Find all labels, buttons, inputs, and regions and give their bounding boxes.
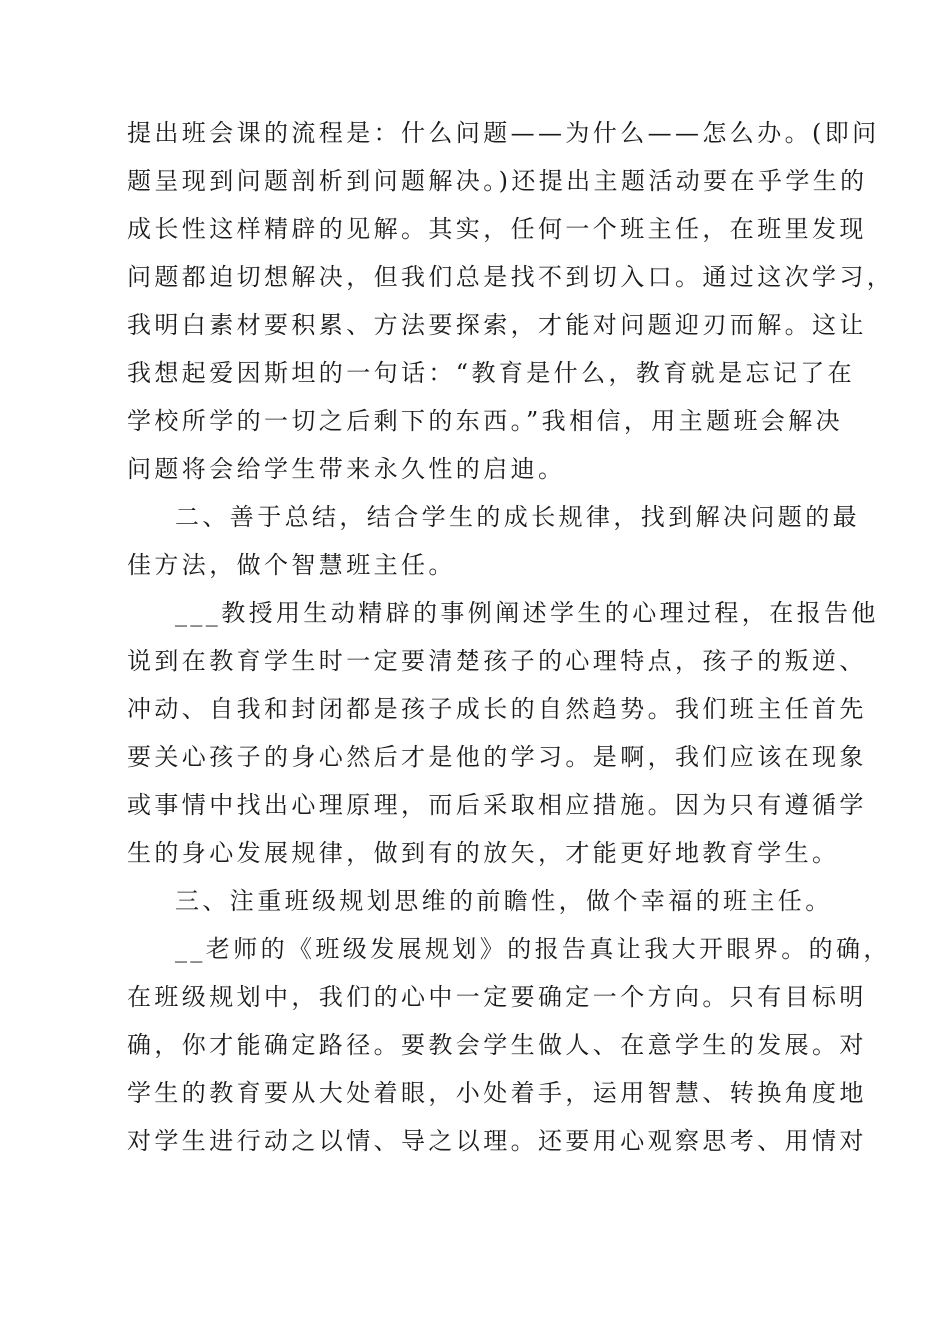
text-line: 要关心孩子的身心然后才是他的学习。是啊，我们应该在现象 — [127, 743, 867, 771]
text-line: 学生的教育要从大处着眼，小处着手，运用智慧、转换角度地 — [127, 1079, 867, 1107]
text-line: 说到在教育学生时一定要清楚孩子的心理特点，孩子的叛逆、 — [127, 647, 867, 675]
text-line: 提出班会课的流程是：什么问题——为什么——怎么办。(即问 — [127, 119, 880, 147]
text-line: 问题都迫切想解决，但我们总是找不到切入口。通过这次学习， — [127, 263, 895, 291]
text-line: 生的身心发展规律，做到有的放矢，才能更好地教育学生。 — [127, 839, 840, 867]
section-heading-3: 三、注重班级规划思维的前瞻性，做个幸福的班主任。 — [175, 887, 833, 915]
text-line: 或事情中找出心理原理，而后采取相应措施。因为只有遵循学 — [127, 791, 867, 819]
text-line: 在班级规划中，我们的心中一定要确定一个方向。只有目标明 — [127, 983, 867, 1011]
paragraph-start: __老师的《班级发展规划》的报告真让我大开眼界。的确， — [175, 935, 891, 963]
text-line: 我想起爱因斯坦的一句话：“教育是什么，教育就是忘记了在 — [127, 359, 856, 387]
section-heading-2: 二、善于总结，结合学生的成长规律，找到解决问题的最 — [175, 503, 860, 531]
text-line: 冲动、自我和封闭都是孩子成长的自然趋势。我们班主任首先 — [127, 695, 867, 723]
text-line: 学校所学的一切之后剩下的东西。”我相信，用主题班会解决 — [127, 407, 844, 435]
paragraph-start: ___教授用生动精辟的事例阐述学生的心理过程，在报告他 — [175, 599, 879, 627]
text-line: 我明白素材要积累、方法要探索，才能对问题迎刃而解。这让 — [127, 311, 867, 339]
text-line: 对学生进行动之以情、导之以理。还要用心观察思考、用情对 — [127, 1127, 867, 1155]
text-line: 佳方法，做个智慧班主任。 — [127, 551, 456, 579]
text-line: 题呈现到问题剖析到问题解决。)还提出主题活动要在乎学生的 — [127, 167, 868, 195]
text-line: 确，你才能确定路径。要教会学生做人、在意学生的发展。对 — [127, 1031, 867, 1059]
text-line: 成长性这样精辟的见解。其实，任何一个班主任，在班里发现 — [127, 215, 867, 243]
text-line: 问题将会给学生带来永久性的启迪。 — [127, 455, 566, 483]
